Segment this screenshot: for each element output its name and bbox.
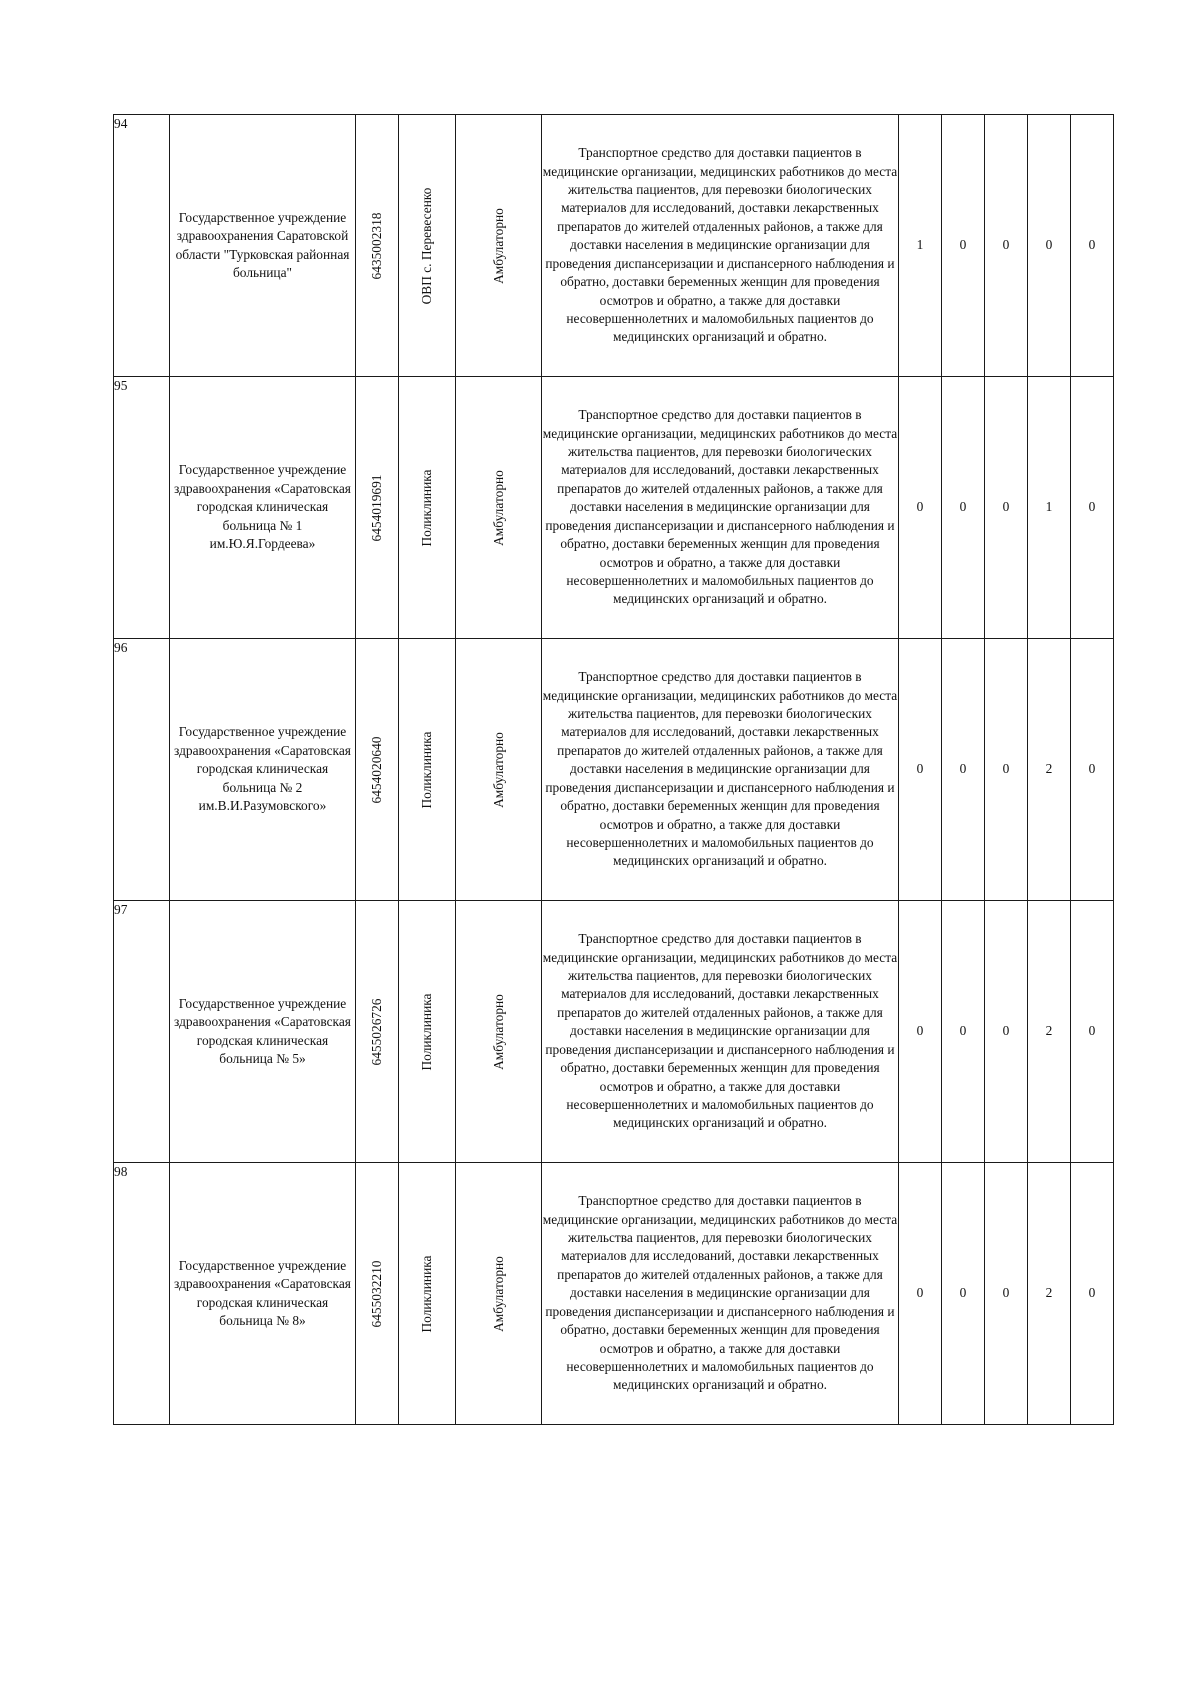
- care-type-cell: [456, 115, 542, 377]
- organization-name: Государственное учреждение здравоохранения «Саратовская городская клиническая больница № 1 им.Ю.Я.Гордеева»: [170, 377, 356, 639]
- inn-value: 6455032210: [368, 1260, 384, 1327]
- value-cell-2: 0: [942, 901, 985, 1163]
- value-cell-3: 0: [985, 901, 1028, 1163]
- inn-value: 6435002318: [368, 212, 384, 279]
- unit-value: Поликлиника: [418, 731, 434, 808]
- table-row: [114, 115, 1114, 377]
- value-cell-5: 0: [1071, 639, 1114, 901]
- care-type-value: Амбулаторно: [490, 993, 506, 1070]
- value-cell-4: 2: [1028, 639, 1071, 901]
- value-cell-5: 0: [1071, 1163, 1114, 1425]
- value-cell-5: 0: [1071, 377, 1114, 639]
- value-cell-5: 0: [1071, 901, 1114, 1163]
- inn-value: 6454020640: [368, 736, 384, 803]
- care-type-value: Амбулаторно: [490, 207, 506, 284]
- value-cell-2: 0: [942, 639, 985, 901]
- unit-cell: [399, 377, 456, 639]
- row-number: 98: [114, 1163, 170, 1425]
- value-cell-5: 0: [1071, 115, 1114, 377]
- value-cell-1: 0: [899, 639, 942, 901]
- document-table: [113, 114, 1114, 1425]
- organization-name: Государственное учреждение здравоохранения «Саратовская городская клиническая больница № 8»: [170, 1163, 356, 1425]
- inn-value: 6454019691: [368, 474, 384, 541]
- value-cell-2: 0: [942, 377, 985, 639]
- row-number: 96: [114, 639, 170, 901]
- table-body: [114, 115, 1114, 1425]
- table-row: [114, 639, 1114, 901]
- care-type-value: Амбулаторно: [490, 731, 506, 808]
- value-cell-1: 1: [899, 115, 942, 377]
- inn-cell: [356, 901, 399, 1163]
- care-type-value: Амбулаторно: [490, 1255, 506, 1332]
- row-number: 94: [114, 115, 170, 377]
- value-cell-1: 0: [899, 377, 942, 639]
- row-number: 97: [114, 901, 170, 1163]
- unit-cell: [399, 639, 456, 901]
- unit-value: Поликлиника: [418, 993, 434, 1070]
- care-type-cell: [456, 639, 542, 901]
- unit-value: ОВП с. Перевесенко: [418, 187, 434, 304]
- vehicle-description: Транспортное средство для доставки пациентов в медицинские организации, медицинских работников до места жительства пациентов, для перевозки биологических материалов для исследований, доставки лекарственных препаратов до жителей отдаленных районов, а также для доставки населения в медицинские организации для проведения диспансеризации и диспансерного наблюдения и обратно, доставки беременных женщин для проведения осмотров и обратно, а также для доставки несовершеннолетних и маломобильных пациентов до медицинских организаций и обратно.: [542, 901, 899, 1163]
- care-type-value: Амбулаторно: [490, 469, 506, 546]
- unit-value: Поликлиника: [418, 469, 434, 546]
- care-type-cell: [456, 1163, 542, 1425]
- value-cell-3: 0: [985, 377, 1028, 639]
- value-cell-2: 0: [942, 115, 985, 377]
- vehicle-description: Транспортное средство для доставки пациентов в медицинские организации, медицинских работников до места жительства пациентов, для перевозки биологических материалов для исследований, доставки лекарственных препаратов до жителей отдаленных районов, а также для доставки населения в медицинские организации для проведения диспансеризации и диспансерного наблюдения и обратно, доставки беременных женщин для проведения осмотров и обратно, а также для доставки несовершеннолетних и маломобильных пациентов до медицинских организаций и обратно.: [542, 1163, 899, 1425]
- unit-cell: [399, 1163, 456, 1425]
- value-cell-3: 0: [985, 1163, 1028, 1425]
- value-cell-4: 0: [1028, 115, 1071, 377]
- inn-cell: [356, 1163, 399, 1425]
- value-cell-4: 2: [1028, 1163, 1071, 1425]
- care-type-cell: [456, 901, 542, 1163]
- inn-cell: [356, 639, 399, 901]
- value-cell-1: 0: [899, 901, 942, 1163]
- care-type-cell: [456, 377, 542, 639]
- organization-name: Государственное учреждение здравоохранения «Саратовская городская клиническая больница № 2 им.В.И.Разумовского»: [170, 639, 356, 901]
- table-row: [114, 901, 1114, 1163]
- row-number: 95: [114, 377, 170, 639]
- inn-cell: [356, 377, 399, 639]
- unit-value: Поликлиника: [418, 1255, 434, 1332]
- value-cell-4: 2: [1028, 901, 1071, 1163]
- inn-cell: [356, 115, 399, 377]
- value-cell-1: 0: [899, 1163, 942, 1425]
- vehicle-description: Транспортное средство для доставки пациентов в медицинские организации, медицинских работников до места жительства пациентов, для перевозки биологических материалов для исследований, доставки лекарственных препаратов до жителей отдаленных районов, а также для доставки населения в медицинские организации для проведения диспансеризации и диспансерного наблюдения и обратно, доставки беременных женщин для проведения осмотров и обратно, а также для доставки несовершеннолетних и маломобильных пациентов до медицинских организаций и обратно.: [542, 639, 899, 901]
- vehicle-description: Транспортное средство для доставки пациентов в медицинские организации, медицинских работников до места жительства пациентов, для перевозки биологических материалов для исследований, доставки лекарственных препаратов до жителей отдаленных районов, а также для доставки населения в медицинские организации для проведения диспансеризации и диспансерного наблюдения и обратно, доставки беременных женщин для проведения осмотров и обратно, а также для доставки несовершеннолетних и маломобильных пациентов до медицинских организаций и обратно.: [542, 377, 899, 639]
- table-row: [114, 377, 1114, 639]
- value-cell-3: 0: [985, 639, 1028, 901]
- vehicle-description: Транспортное средство для доставки пациентов в медицинские организации, медицинских работников до места жительства пациентов, для перевозки биологических материалов для исследований, доставки лекарственных препаратов до жителей отдаленных районов, а также для доставки населения в медицинские организации для проведения диспансеризации и диспансерного наблюдения и обратно, доставки беременных женщин для проведения осмотров и обратно, а также для доставки несовершеннолетних и маломобильных пациентов до медицинских организаций и обратно.: [542, 115, 899, 377]
- unit-cell: [399, 115, 456, 377]
- organization-name: Государственное учреждение здравоохранения Саратовской области "Турковская районная больница": [170, 115, 356, 377]
- organization-name: Государственное учреждение здравоохранения «Саратовская городская клиническая больница № 5»: [170, 901, 356, 1163]
- value-cell-3: 0: [985, 115, 1028, 377]
- value-cell-4: 1: [1028, 377, 1071, 639]
- unit-cell: [399, 901, 456, 1163]
- inn-value: 6455026726: [368, 998, 384, 1065]
- value-cell-2: 0: [942, 1163, 985, 1425]
- table-row: [114, 1163, 1114, 1425]
